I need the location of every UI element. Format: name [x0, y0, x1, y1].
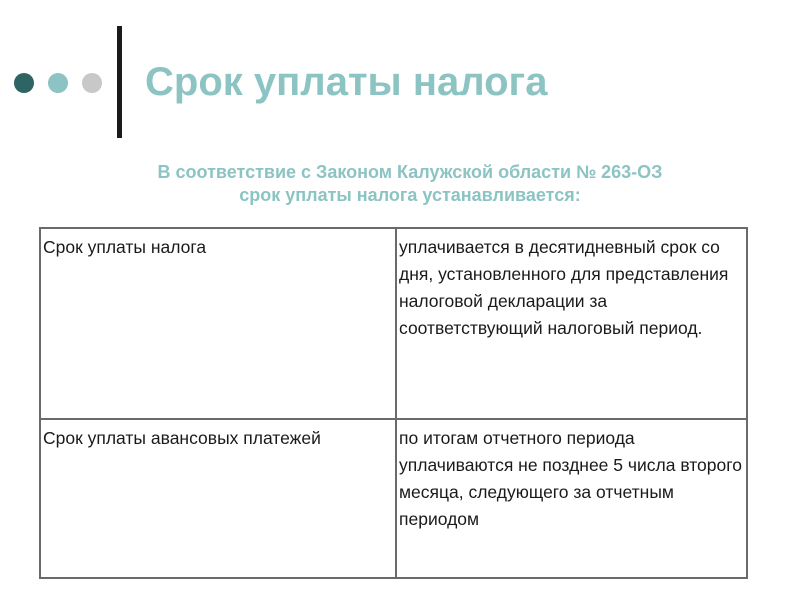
- vertical-divider: [117, 26, 122, 138]
- row-label: Срок уплаты авансовых платежей: [40, 419, 396, 578]
- dot-light-teal: [48, 73, 68, 93]
- row-value: по итогам отчетного периода уплачиваются не позднее 5 числа второго месяца, следующего за отчетным периодом: [396, 419, 747, 578]
- row-label: Срок уплаты налога: [40, 228, 396, 419]
- dot-gray: [82, 73, 102, 93]
- dot-dark-teal: [14, 73, 34, 93]
- table-row: [40, 228, 747, 419]
- subtitle-line-1: В соответствие с Законом Калужской области № 263-ОЗ: [157, 162, 663, 182]
- slide-subtitle: [60, 161, 760, 207]
- slide-title: Срок уплаты налога: [145, 60, 548, 104]
- terms-table: [39, 227, 748, 579]
- row-value: уплачивается в десятидневный срок со дня, установленного для представления налоговой декларации за соответствующий налоговый период.: [396, 228, 747, 419]
- table-row: [40, 419, 747, 578]
- subtitle-line-2: срок уплаты налога устанавливается:: [239, 185, 581, 205]
